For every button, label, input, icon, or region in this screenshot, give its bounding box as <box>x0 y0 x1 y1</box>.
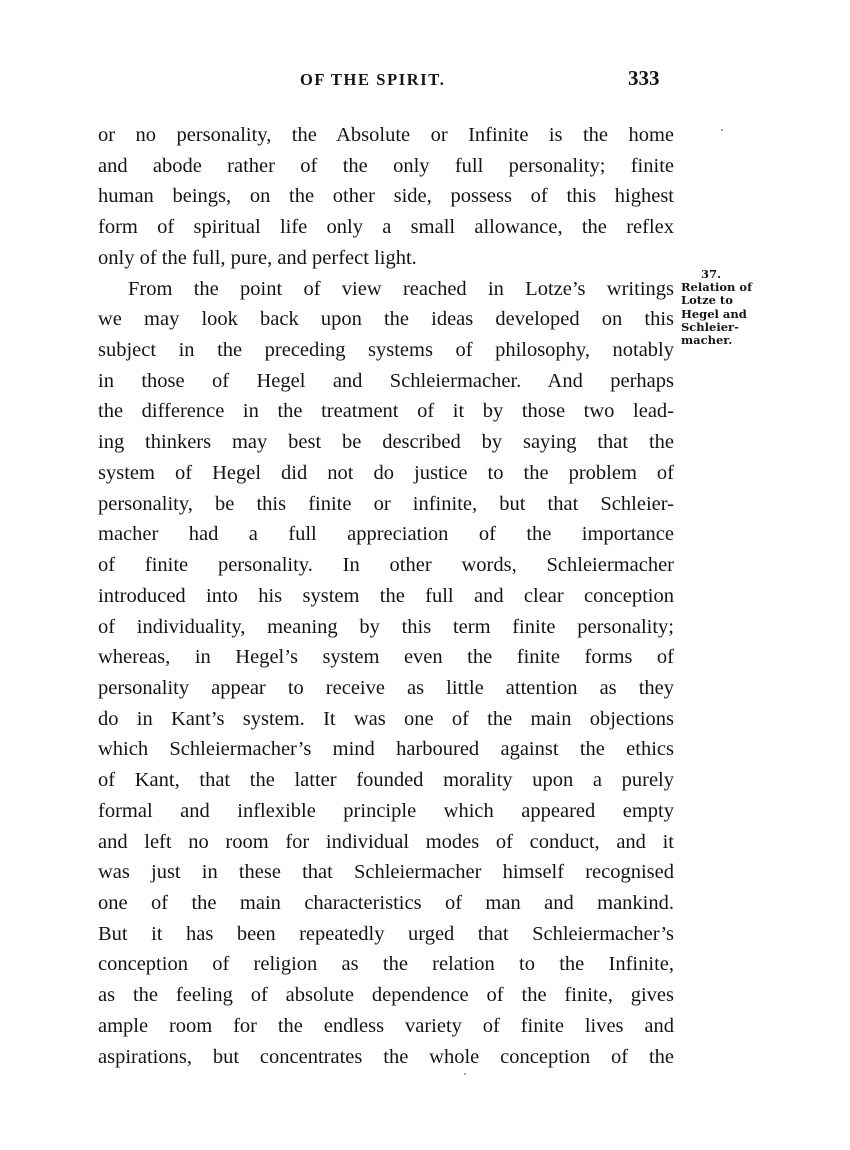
text-line: conception of religion as the relation to the Infinite, <box>98 953 674 976</box>
text-line: or no personality, the Absolute or Infinite is the home <box>98 124 674 146</box>
text-line: of finite personality. In other words, Schleiermacher <box>98 554 674 577</box>
text-line: macher had a full appreciation of the importance <box>98 523 674 546</box>
text-line: human beings, on the other side, possess of this highest <box>98 185 674 208</box>
text-line: one of the main characteristics of man and mankind. <box>98 891 674 914</box>
text-line: and left no room for individual modes of conduct, and it <box>98 830 674 853</box>
text-line: introduced into his system the full and clear conception <box>98 584 674 607</box>
scan-speck <box>464 1073 466 1075</box>
text-line: aspirations, but concentrates the whole conception of the <box>98 1045 674 1068</box>
text-line: of Kant, that the latter founded morality upon a purely <box>98 769 674 792</box>
margin-note-number: 37. <box>701 267 722 281</box>
paragraph-start-line: From the point of view reached in Lotze’s writings <box>128 277 674 300</box>
scan-speck <box>721 129 723 131</box>
page-number: 333 <box>628 66 660 90</box>
text-line: But it has been repeatedly urged that Schleiermacher’s <box>98 922 674 945</box>
text-line: formal and inflexible principle which appeared empty <box>98 799 674 822</box>
text-line: and abode rather of the only full personality; finite <box>98 154 674 177</box>
margin-note-line: macher. <box>681 333 733 348</box>
running-title: OF THE SPIRIT. <box>300 70 446 89</box>
text-line: was just in these that Schleiermacher himself recognised <box>98 861 674 884</box>
body-text <box>98 120 674 1072</box>
margin-note-line: Relation of <box>681 280 753 295</box>
text-line: which Schleiermacher’s mind harboured against the ethics <box>98 738 674 761</box>
margin-note-line: Hegel and <box>681 306 747 321</box>
text-line: form of spiritual life only a small allowance, the reflex <box>98 216 674 239</box>
text-line: ample room for the endless variety of finite lives and <box>98 1014 674 1037</box>
text-line: the difference in the treatment of it by those two lead- <box>98 400 674 423</box>
text-line: whereas, in Hegel’s system even the finite forms of <box>98 646 674 669</box>
text-line: do in Kant’s system. It was one of the main objections <box>98 707 674 730</box>
text-line: ing thinkers may best be described by saying that the <box>98 431 674 454</box>
text-line: as the feeling of absolute dependence of the finite, gives <box>98 984 674 1007</box>
margin-note-line: Schleier- <box>681 319 739 334</box>
margin-note-line: Lotze to <box>681 293 733 308</box>
text-line: personality, be this finite or infinite, but that Schleier- <box>98 492 674 515</box>
text-line: system of Hegel did not do justice to the problem of <box>98 461 674 484</box>
text-line: personality appear to receive as little attention as they <box>98 676 674 699</box>
text-line: only of the full, pure, and perfect light. <box>98 246 417 269</box>
text-line: of individuality, meaning by this term finite personality; <box>98 615 674 638</box>
text-line: in those of Hegel and Schleiermacher. And perhaps <box>98 369 674 392</box>
text-line: subject in the preceding systems of philosophy, notably <box>98 339 674 362</box>
text-line: we may look back upon the ideas developed on this <box>98 308 674 331</box>
margin-note <box>681 268 781 347</box>
